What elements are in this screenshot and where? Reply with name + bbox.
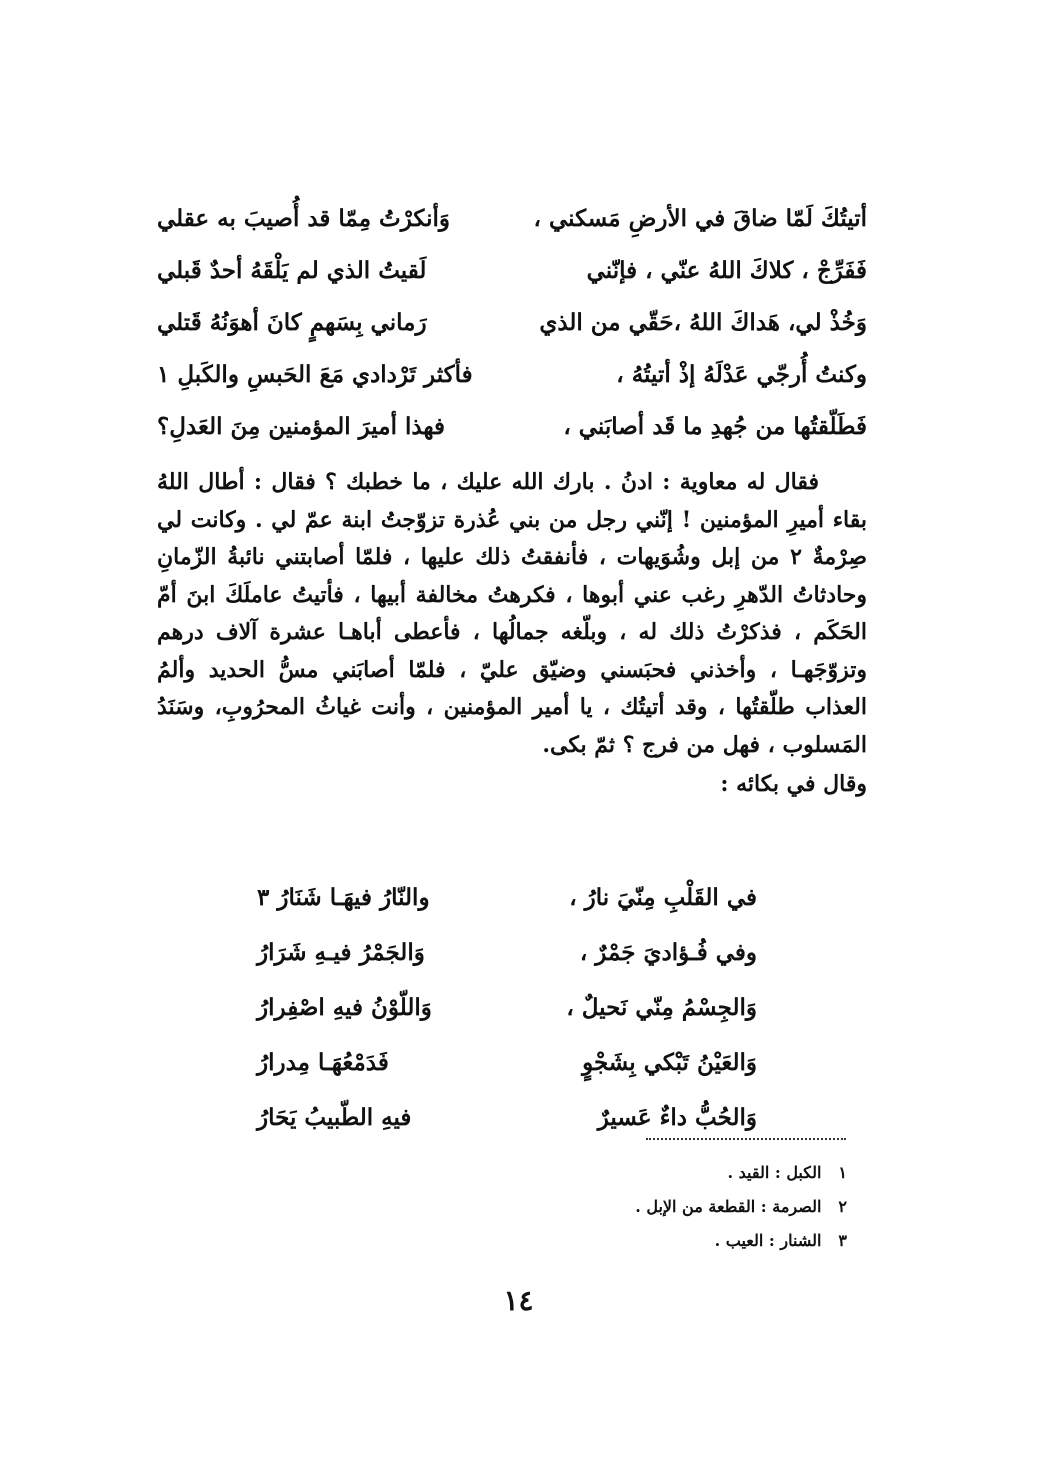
poem-second bbox=[257, 870, 757, 1145]
poem-line bbox=[257, 1035, 757, 1090]
poem-hemistich-second: لَقيتُ الذي لم يَلْقَهُ أحدٌ قَبلي bbox=[157, 256, 427, 284]
poem-hemistich-second: فيهِ الطّبيبُ يَحَارُ bbox=[257, 1104, 412, 1131]
poem-hemistich-second: وَالجَمْرُ فيـهِ شَرَارُ bbox=[257, 939, 425, 966]
footnote-text: الصرمة : القطعة من الإبل . bbox=[635, 1197, 822, 1216]
poem-hemistich-first: وفي فُـؤاديَ جَمْرٌ ، bbox=[579, 939, 757, 966]
poem-line bbox=[257, 925, 757, 980]
footnote-text: الشنار : العيب . bbox=[714, 1231, 822, 1250]
poem-hemistich-second: والنّارُ فيهَـا شَنَارُ ٣ bbox=[257, 884, 430, 911]
poem-hemistich-first: وَالحُبُّ داءٌ عَسيرٌ bbox=[597, 1104, 757, 1131]
poem-hemistich-first: وَالعَيْنُ تَبْكي بِشَجْوٍ bbox=[582, 1049, 757, 1076]
footnote-number: ١ bbox=[838, 1163, 847, 1182]
poem-line bbox=[157, 348, 867, 400]
prose-body bbox=[157, 464, 867, 804]
footnotes bbox=[447, 1156, 847, 1258]
poem-hemistich-first: وكنتُ أُرجّي عَدْلَهُ إذْ أتيتُهُ ، bbox=[616, 360, 867, 388]
footnote-number: ٢ bbox=[838, 1197, 847, 1216]
footnote bbox=[447, 1190, 847, 1224]
poem-hemistich-second: وَاللّوْنُ فيهِ اصْفِرارُ bbox=[257, 994, 432, 1021]
poem-hemistich-first: وَالجِسْمُ مِنّي نَحيلٌ ، bbox=[566, 994, 757, 1021]
poem-line bbox=[157, 192, 867, 244]
poem-line bbox=[257, 870, 757, 925]
prose-paragraph: فقال له معاوية : ادنُ . بارك الله عليك ، ما خطبك ؟ فقال : أطال اللهُ بقاء أميرِ المؤمنين ! إنّني رجل من بني عُذرة تزوّجتُ ابنة عمّ لي . وكانت لي صِرْمةٌ ٢ من إبل وشُوَيهات ، فأنفقتُ ذلك عليها ، فلمّا أصابتني نائبةُ الزّمانِ وحادثاتُ الدّهرِ رغب عني أبوها ، فكرهتُ مخالفة أبيها ، فأتيتُ عاملَكَ ابنَ أمّ الحَكَم ، فذكرْتُ ذلك له ، وبلّغه جمالُها ، فأعطى أباهـا عشرة آلاف درهم وتزوّجَهـا ، وأخذني فحبَسني وضيّق عليّ ، فلمّا أصابَني مسُّ الحديد وألمُ العذاب طلّقتُها ، وقد أتيتُك ، يا أمير المؤمنين ، وأنت غياثُ المحرُوبِ، وسَنَدُ المَسلوب ، فهل من فرج ؟ ثمّ بكى. bbox=[157, 469, 868, 758]
poem-hemistich-second: رَماني بِسَهمٍ كانَ أهوَنُهُ قَتلي bbox=[157, 308, 427, 336]
poem-hemistich-first: فَفَرِّجْ ، كلاكَ اللهُ عنّي ، فإنّني bbox=[586, 256, 867, 284]
poem-line bbox=[157, 296, 867, 348]
poem-line bbox=[257, 1090, 757, 1145]
poem-hemistich-first: فَطَلّقتُها من جُهدِ ما قَد أصابَني ، bbox=[563, 412, 867, 440]
footnote bbox=[447, 1156, 847, 1190]
poem-hemistich-first: وَخُذْ لي، هَداكَ اللهُ ،حَقّي من الذي bbox=[539, 308, 867, 336]
page-number: ١٤ bbox=[503, 1284, 534, 1317]
poem-line bbox=[157, 244, 867, 296]
poem-hemistich-second: فَدَمْعُهَـا مِدرارُ bbox=[257, 1049, 389, 1076]
poem-hemistich-second: فأكثر تَرْدادي مَعَ الحَبسِ والكَبلِ ١ bbox=[157, 360, 473, 388]
poem-hemistich-first: أتيتُكَ لَمّا ضاقَ في الأرضِ مَسكني ، bbox=[533, 204, 867, 232]
poem-hemistich-first: في القَلْبِ مِنّيَ نارُ ، bbox=[569, 884, 757, 911]
footnote-text: الكبل : القيد . bbox=[727, 1163, 822, 1182]
poem-intro: وقال في بكائه : bbox=[720, 771, 867, 797]
poem-first bbox=[157, 192, 867, 452]
footnote-number: ٣ bbox=[838, 1231, 847, 1250]
poem-line bbox=[257, 980, 757, 1035]
poem-line bbox=[157, 400, 867, 452]
poem-hemistich-second: وَأنكرْتُ مِمّا قد أُصيبَ به عقلي bbox=[157, 204, 450, 232]
footnote-separator bbox=[646, 1138, 846, 1140]
poem-hemistich-second: فهذا أميرَ المؤمنين مِنَ العَدلِ؟ bbox=[157, 412, 446, 440]
footnote bbox=[447, 1224, 847, 1258]
